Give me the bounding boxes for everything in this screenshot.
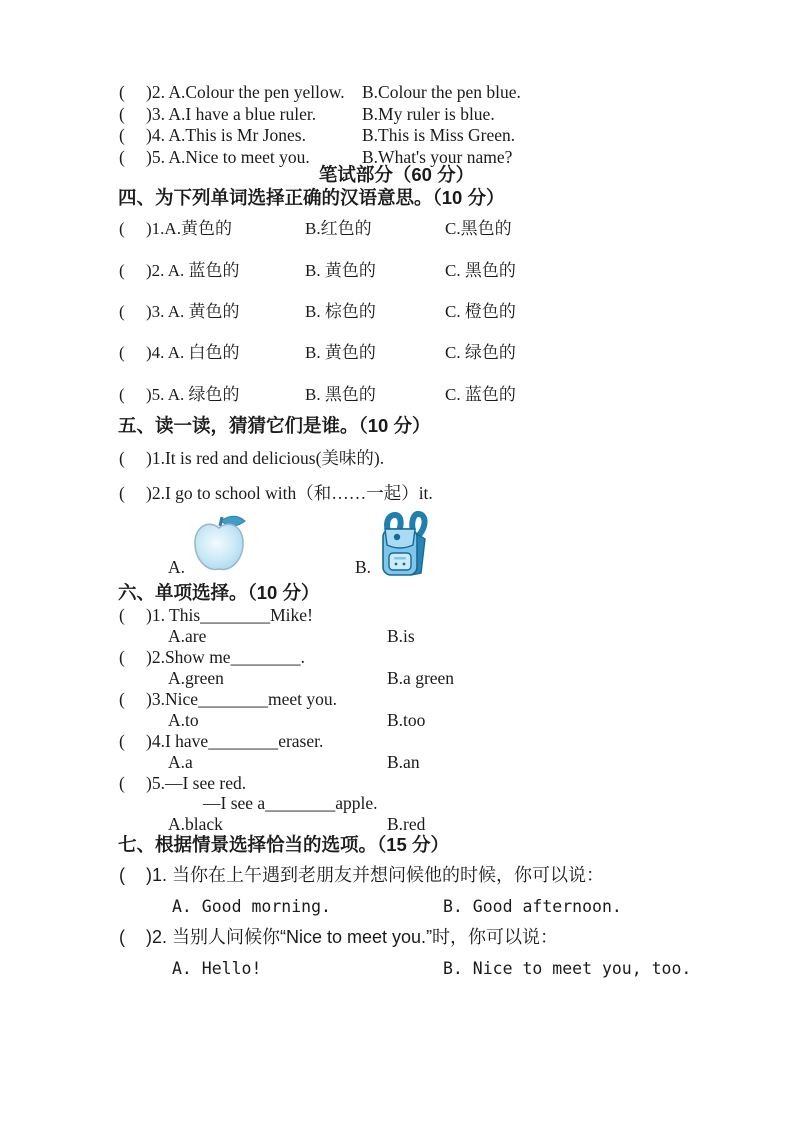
question-text: [146, 81, 345, 103]
option-a: A.黄色的: [164, 219, 232, 238]
section-title-text: 六、单项选择。（10 分）: [118, 582, 320, 603]
section-title-text: 七、根据情景选择恰当的选项。（15 分）: [118, 834, 449, 855]
question-number: )3.: [146, 104, 169, 124]
answer-paren: (: [119, 302, 125, 321]
backpack-icon: [375, 509, 437, 586]
question-number: )2.: [146, 261, 168, 280]
option-b: B.Colour the pen blue.: [362, 82, 521, 102]
option-b: B.an: [387, 752, 420, 772]
option-a: A. Good morning.: [172, 897, 331, 916]
option-b: B.This is Miss Green.: [362, 125, 516, 145]
option-b: B.too: [387, 710, 426, 730]
option-b: B.红色的: [305, 219, 372, 238]
question-number: )4.: [146, 343, 168, 362]
option-b: B. 黄色的: [305, 343, 376, 362]
option-a: A.black: [168, 814, 223, 834]
apple-icon: [187, 511, 251, 580]
option-c: C. 黑色的: [445, 261, 516, 280]
answer-paren: (: [119, 731, 125, 751]
option-a: A.This is Mr Jones.: [168, 125, 306, 145]
option-b: B.My ruler is blue.: [362, 104, 495, 124]
option-b: B. Good afternoon.: [443, 897, 622, 916]
option-a: A.are: [168, 626, 207, 646]
answer-paren: (: [119, 647, 125, 667]
answer-paren: (: [119, 343, 125, 362]
option-b: B. 棕色的: [305, 302, 376, 321]
answer-paren: (: [119, 219, 125, 238]
answer-paren: (: [119, 927, 125, 947]
answer-paren: (: [119, 448, 125, 468]
question-text: —I see a________apple.: [203, 793, 378, 813]
option-b: B.is: [387, 626, 415, 646]
answer-paren: (: [119, 605, 125, 625]
option-b: B.red: [387, 814, 426, 834]
question-text: [146, 384, 240, 406]
option-a: A. 白色的: [167, 343, 240, 362]
question-text: [146, 342, 240, 364]
option-a: A.to: [168, 710, 199, 730]
section-title-text: 五、读一读，猜猜它们是谁。（10 分）: [118, 415, 431, 436]
option-c: C. 蓝色的: [445, 385, 516, 404]
answer-paren: (: [119, 385, 125, 404]
option-b: B. Nice to meet you, too.: [443, 959, 692, 978]
question-text: )2.Show me________.: [146, 647, 305, 667]
option-a: A. 蓝色的: [167, 261, 240, 280]
question-text: )1. This________Mike!: [146, 605, 313, 625]
answer-paren: (: [119, 125, 125, 145]
option-b: B. 黄色的: [305, 261, 376, 280]
option-a: A.green: [168, 668, 224, 688]
option-a: A. 黄色的: [167, 302, 240, 321]
question-text: [146, 103, 316, 125]
question-number: )4.: [146, 125, 169, 145]
option-a: A.Colour the pen yellow.: [168, 82, 345, 102]
picture-label-b: B.: [355, 557, 372, 577]
answer-paren: (: [119, 865, 125, 885]
option-b: B. 黑色的: [305, 385, 376, 404]
question-text: )2.I go to school with（和……一起）it.: [146, 483, 433, 503]
option-b: B.a green: [387, 668, 455, 688]
answer-paren: (: [119, 261, 125, 280]
option-a: A.Nice to meet you.: [168, 147, 310, 167]
option-c: C. 橙色的: [445, 302, 516, 321]
option-a: A. Hello!: [172, 959, 262, 978]
option-c: C. 绿色的: [445, 343, 516, 362]
option-a: A. 绿色的: [167, 385, 240, 404]
option-c: C.黑色的: [445, 219, 512, 238]
answer-paren: (: [119, 82, 125, 102]
picture-label-a: A.: [168, 557, 186, 577]
question-text: [146, 218, 232, 240]
question-text: [146, 124, 306, 146]
answer-paren: (: [119, 773, 125, 793]
question-text: )3.Nice________meet you.: [146, 689, 337, 709]
question-text: )4.I have________eraser.: [146, 731, 324, 751]
answer-paren: (: [119, 104, 125, 124]
option-a: A.I have a blue ruler.: [168, 104, 317, 124]
question-text: [146, 301, 240, 323]
question-text: [146, 260, 240, 282]
question-text: )2. 当别人问候你“Nice to meet you.”时，你可以说：: [146, 927, 559, 947]
question-text: )1. 当你在上午遇到老朋友并想问候他的时候，你可以说：: [146, 865, 605, 885]
question-number: )2.: [146, 82, 169, 102]
question-number: )5.: [146, 147, 169, 167]
option-a: A.a: [168, 752, 193, 772]
question-number: )5.: [146, 385, 168, 404]
question-text: )1.It is red and delicious(美味的).: [146, 448, 385, 468]
answer-paren: (: [119, 483, 125, 503]
option-b: B.What's your name?: [362, 147, 513, 167]
written-part-header: 笔试部分（60 分）: [318, 164, 475, 185]
answer-paren: (: [119, 689, 125, 709]
section-title-text: 四、为下列单词选择正确的汉语意思。（10 分）: [118, 187, 505, 208]
question-number: )1.: [146, 219, 165, 238]
question-text: )5.—I see red.: [146, 773, 247, 793]
answer-paren: (: [119, 147, 125, 167]
question-number: )3.: [146, 302, 168, 321]
